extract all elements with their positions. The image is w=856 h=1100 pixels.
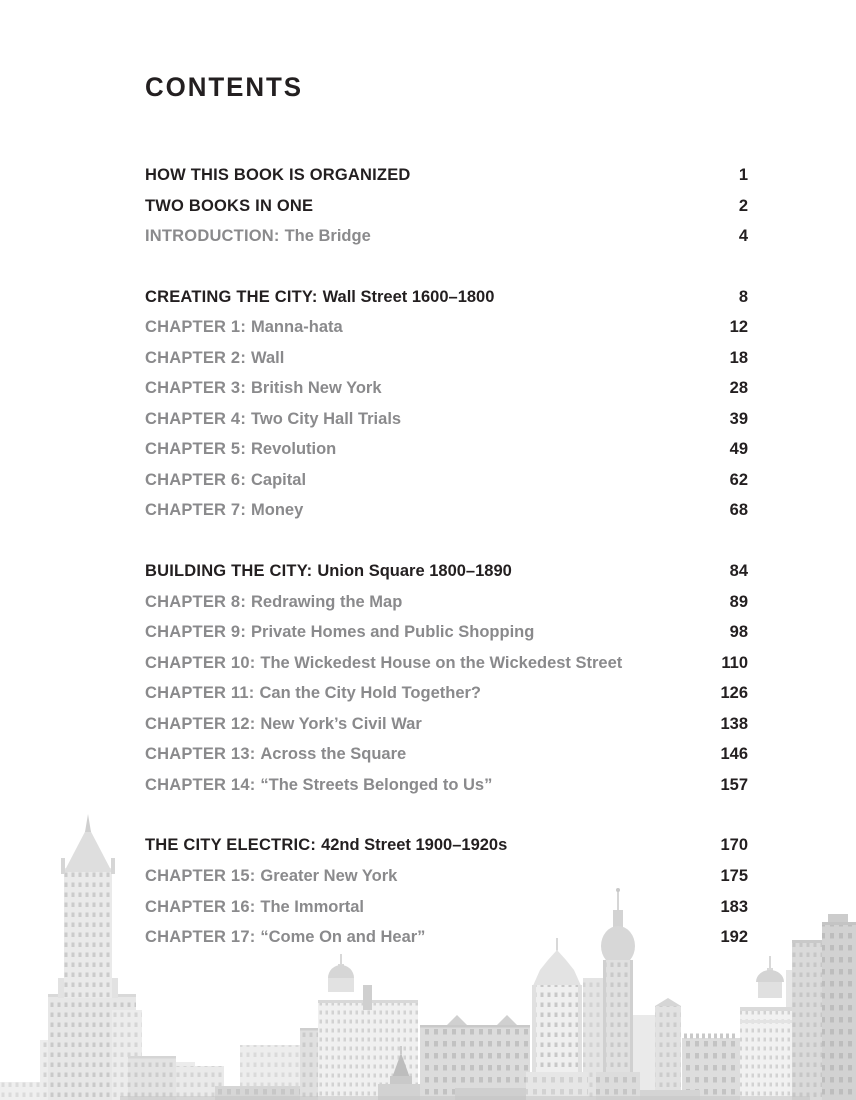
entry-title: Money xyxy=(251,501,304,520)
entry-label: CHAPTER 13: xyxy=(145,745,256,764)
toc-entry-chapter-3 xyxy=(145,373,748,404)
entry-title: Greater New York xyxy=(260,866,398,885)
entry-title: Manna-hata xyxy=(251,318,343,337)
entry-label: CHAPTER 6: xyxy=(145,470,247,489)
entry-label: CREATING THE CITY: xyxy=(145,287,318,306)
entry-title: Capital xyxy=(251,470,307,489)
entry-label: INTRODUCTION: xyxy=(145,227,280,246)
entry-title: Union Square 1800–1890 xyxy=(317,562,512,581)
toc-entry-chapter-14 xyxy=(145,770,748,801)
entry-label: HOW THIS BOOK IS ORGANIZED xyxy=(145,166,411,185)
toc-entry-chapter-2 xyxy=(145,343,748,374)
page-number: 4 xyxy=(738,227,748,246)
toc-entry-chapter-1 xyxy=(145,312,748,343)
entry-label: CHAPTER 5: xyxy=(145,440,247,459)
toc-entry-front-1 xyxy=(145,160,748,191)
toc-entry-chapter-5 xyxy=(145,434,748,465)
page-number: 8 xyxy=(738,287,748,306)
entry-label: CHAPTER 17: xyxy=(145,928,256,947)
page-number: 175 xyxy=(720,866,748,885)
toc-entry-introduction xyxy=(145,221,748,252)
entry-label: CHAPTER 16: xyxy=(145,897,256,916)
toc-entry-chapter-4 xyxy=(145,404,748,435)
entry-label: CHAPTER 8: xyxy=(145,592,247,611)
toc-entry-chapter-16 xyxy=(145,891,748,922)
entry-title: Can the City Hold Together? xyxy=(259,684,482,703)
entry-title: “The Streets Belonged to Us” xyxy=(260,775,493,794)
page-number: 110 xyxy=(721,653,748,672)
page-number: 2 xyxy=(738,196,748,215)
entry-label: THE CITY ELECTRIC: xyxy=(145,836,317,855)
entry-title: British New York xyxy=(251,379,382,398)
entry-title: The Bridge xyxy=(284,227,371,246)
page-number: 68 xyxy=(729,501,748,520)
entry-title: Across the Square xyxy=(260,745,407,764)
toc-part-heading-3 xyxy=(145,830,748,861)
page-number: 39 xyxy=(729,409,748,428)
toc-entry-chapter-17 xyxy=(145,922,748,953)
entry-title: Private Homes and Public Shopping xyxy=(251,623,535,642)
toc-entry-chapter-6 xyxy=(145,465,748,496)
page-number: 183 xyxy=(720,897,748,916)
entry-title: Wall Street 1600–1800 xyxy=(322,287,495,306)
toc-entry-chapter-10 xyxy=(145,648,748,679)
entry-label: CHAPTER 12: xyxy=(145,714,256,733)
page-number: 126 xyxy=(720,684,748,703)
entry-label: CHAPTER 9: xyxy=(145,623,247,642)
toc-entry-front-2 xyxy=(145,191,748,222)
page-number: 157 xyxy=(720,775,748,794)
toc-entry-chapter-12 xyxy=(145,709,748,740)
entry-label: CHAPTER 15: xyxy=(145,866,256,885)
entry-title: Revolution xyxy=(251,440,337,459)
toc-entry-chapter-15 xyxy=(145,861,748,892)
toc-entry-chapter-9 xyxy=(145,617,748,648)
entry-title: “Come On and Hear” xyxy=(260,928,426,947)
entry-label: BUILDING THE CITY: xyxy=(145,562,313,581)
entry-label: CHAPTER 2: xyxy=(145,348,247,367)
entry-title: 42nd Street 1900–1920s xyxy=(321,836,508,855)
page-number: 89 xyxy=(729,592,748,611)
table-of-contents xyxy=(145,160,748,953)
page-number: 98 xyxy=(729,623,748,642)
page-number: 170 xyxy=(720,836,748,855)
entry-title: Wall xyxy=(251,348,285,367)
page-number: 192 xyxy=(720,928,748,947)
toc-entry-chapter-8 xyxy=(145,587,748,618)
page-number: 84 xyxy=(729,562,748,581)
toc-part-heading-1 xyxy=(145,282,748,313)
entry-label: CHAPTER 4: xyxy=(145,409,247,428)
page-number: 1 xyxy=(738,166,748,185)
entry-label: CHAPTER 10: xyxy=(145,653,256,672)
entry-title: The Immortal xyxy=(260,897,364,916)
toc-entry-chapter-13 xyxy=(145,739,748,770)
entry-label: CHAPTER 14: xyxy=(145,775,256,794)
toc-part-heading-2 xyxy=(145,556,748,587)
entry-label: CHAPTER 11: xyxy=(145,684,255,703)
toc-entry-chapter-11 xyxy=(145,678,748,709)
entry-title: Two City Hall Trials xyxy=(251,409,402,428)
page-number: 28 xyxy=(729,379,748,398)
toc-entry-chapter-7 xyxy=(145,495,748,526)
page-title: CONTENTS xyxy=(145,72,303,102)
entry-title: The Wickedest House on the Wickedest Street xyxy=(260,653,623,672)
entry-label: CHAPTER 7: xyxy=(145,501,247,520)
page-number: 62 xyxy=(729,470,748,489)
page-number: 138 xyxy=(720,714,748,733)
entry-title: New York’s Civil War xyxy=(260,714,422,733)
page-number: 12 xyxy=(729,318,748,337)
page-number: 49 xyxy=(729,440,748,459)
entry-label: CHAPTER 1: xyxy=(145,318,247,337)
entry-label: TWO BOOKS IN ONE xyxy=(145,196,314,215)
page-number: 146 xyxy=(720,745,748,764)
entry-title: Redrawing the Map xyxy=(251,592,403,611)
page-number: 18 xyxy=(729,348,748,367)
entry-label: CHAPTER 3: xyxy=(145,379,247,398)
